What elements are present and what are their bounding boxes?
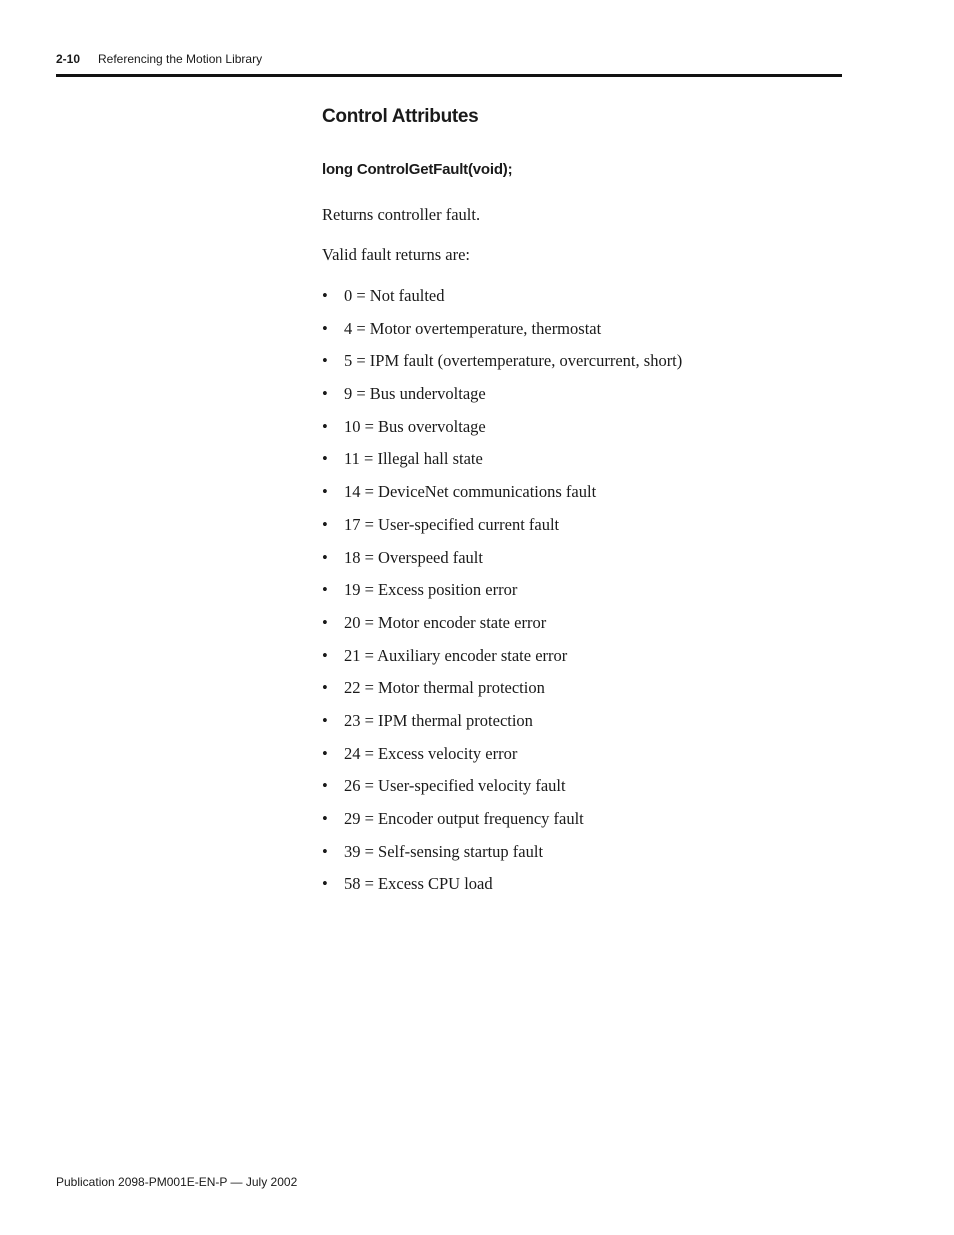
bullet-icon: • (322, 743, 328, 763)
fault-text: 14 = DeviceNet communications fault (344, 482, 597, 502)
fault-text: 22 = Motor thermal protection (344, 678, 545, 698)
list-item (322, 609, 682, 642)
page-number: 2-10 (56, 52, 81, 66)
section-title: Control Attributes (322, 106, 479, 127)
page-header (56, 52, 842, 66)
list-intro: Valid fault returns are: (322, 245, 470, 264)
bullet-icon: • (322, 482, 328, 502)
list-item (322, 576, 682, 609)
bullet-icon: • (322, 351, 328, 371)
bullet-icon: • (322, 809, 328, 828)
bullet-icon: • (322, 449, 328, 469)
list-item (322, 870, 682, 903)
bullet-icon: • (322, 416, 328, 436)
fault-text: 24 = Excess velocity error (344, 743, 518, 763)
fault-text: 5 = IPM fault (overtemperature, overcurrent, short) (344, 351, 683, 371)
header-rule (56, 74, 842, 77)
bullet-icon: • (322, 612, 328, 632)
fault-text: 26 = User-specified velocity fault (344, 776, 566, 796)
bullet-icon: • (322, 678, 328, 698)
list-item (322, 413, 682, 446)
page-footer: Publication 2098-PM001E-EN-P — July 2002 (56, 1175, 298, 1189)
fault-text: 20 = Motor encoder state error (344, 612, 547, 632)
list-item (322, 511, 682, 544)
bullet-icon: • (322, 384, 328, 404)
bullet-icon: • (322, 318, 328, 338)
bullet-icon: • (322, 710, 328, 730)
fault-text: 10 = Bus overvoltage (344, 416, 486, 436)
fault-text: 9 = Bus undervoltage (344, 384, 486, 404)
fault-text: 58 = Excess CPU load (344, 874, 493, 894)
bullet-icon: • (322, 841, 328, 861)
bullet-icon: • (322, 547, 328, 567)
fault-text: 29 = Encoder output frequency fault (344, 809, 584, 828)
bullet-icon: • (322, 776, 328, 796)
bullet-icon: • (322, 514, 328, 534)
list-item (322, 282, 682, 315)
fault-text: 18 = Overspeed fault (344, 547, 483, 567)
bullet-icon: • (322, 286, 328, 305)
list-item (322, 315, 682, 348)
fault-text: 17 = User-specified current fault (344, 514, 560, 534)
fault-text: 19 = Excess position error (344, 580, 518, 600)
fault-text: 21 = Auxiliary encoder state error (344, 645, 568, 665)
list-item (322, 674, 682, 707)
list-item (322, 838, 682, 871)
list-item (322, 347, 682, 380)
list-item (322, 445, 682, 478)
list-item (322, 740, 682, 773)
fault-text: 23 = IPM thermal protection (344, 710, 533, 730)
chapter-title: Referencing the Motion Library (98, 52, 263, 66)
list-item (322, 478, 682, 511)
fault-text: 4 = Motor overtemperature, thermostat (344, 318, 602, 338)
list-item (322, 642, 682, 675)
fault-text: 39 = Self-sensing startup fault (344, 841, 544, 861)
bullet-icon: • (322, 580, 328, 600)
fault-text: 11 = Illegal hall state (344, 449, 483, 469)
bullet-icon: • (322, 874, 328, 894)
function-description: Returns controller fault. (322, 205, 481, 224)
function-signature: long ControlGetFault(void); (322, 161, 513, 178)
list-item (322, 707, 682, 740)
bullet-icon: • (322, 645, 328, 665)
list-item (322, 380, 682, 413)
fault-text: 0 = Not faulted (344, 286, 445, 305)
list-item (322, 772, 682, 805)
list-item (322, 544, 682, 577)
list-item (322, 805, 682, 838)
fault-list (322, 282, 682, 903)
